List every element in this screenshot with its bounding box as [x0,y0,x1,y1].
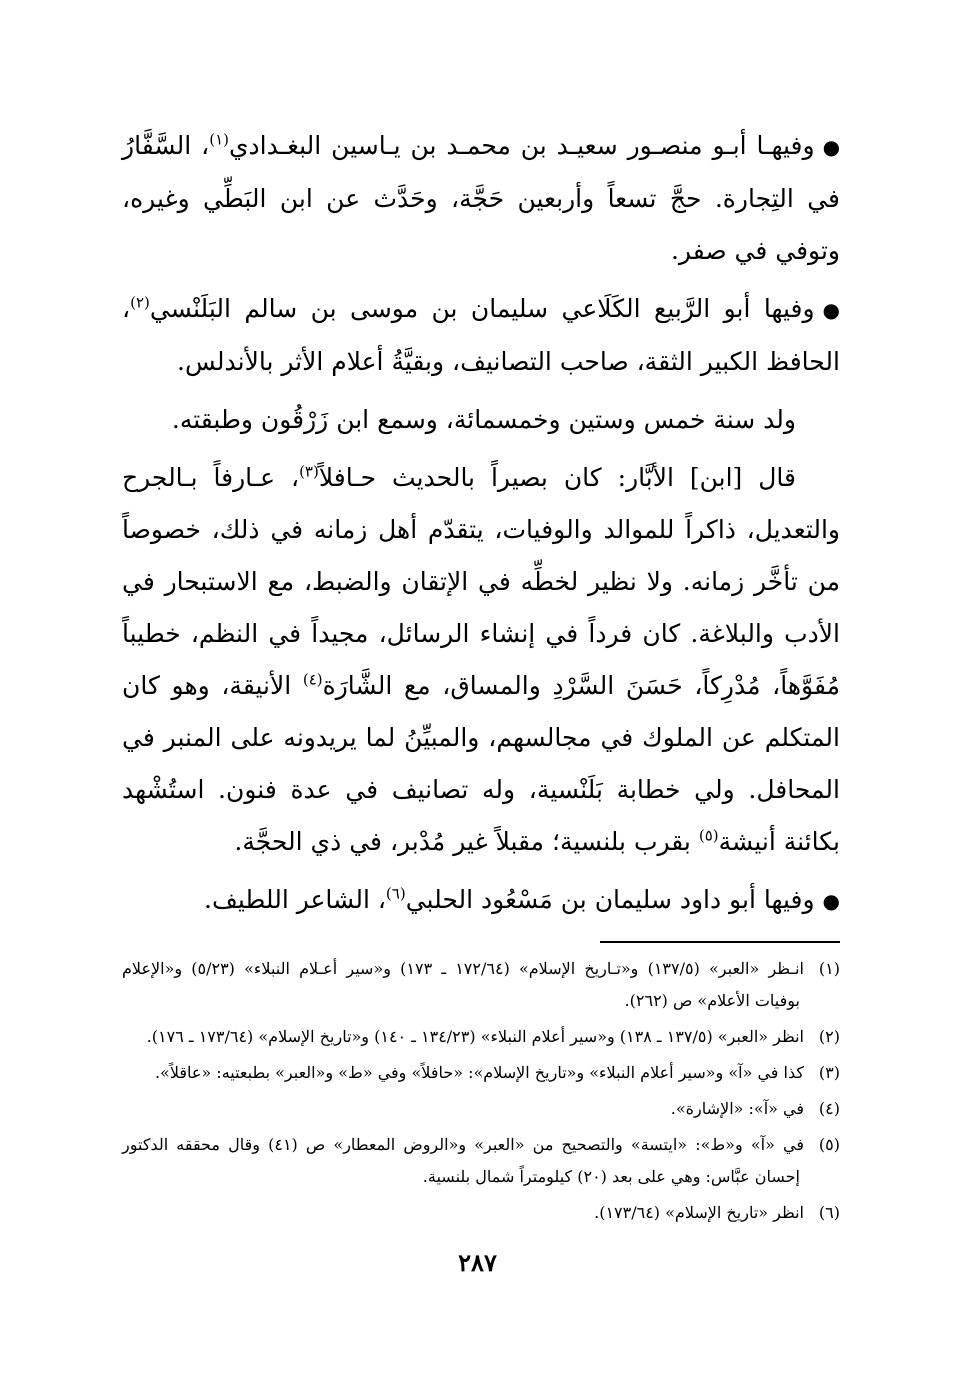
paragraph-birth [122,394,840,446]
page-number: ٢٨٧ [458,1248,497,1277]
paragraph-text-continued-2: الأنيقة، وهو كان المتكلم عن الملوك في مجالسهم، والمبيِّنُ لما يريدونه على المنبر في المحافل. ولي خطابة بَلَنْسية، وله تصانيف في عدة فنون. استُشْهد بكائنة أنيشة [122,671,840,856]
footnote-ref-5[interactable]: (٥) [698,826,719,845]
footnote-2 [122,1021,840,1053]
footnote-text: كذا في «آ» و«سير أعلام النبلاء» و«تاريخ الإسلام»: «حافلاً» وفي «ط» و«العبر» بطبعتيه: «عاقلاً». [154,1063,804,1082]
entry-abu-dawud [122,874,840,927]
footnote-1 [122,953,840,1017]
paragraph-text-continued: ، عـارفاً بـالجرح والتعديل، ذاكراً للموالد والوفيات، يتقدّم أهل زمانه في ذلك، خصوصاً من تأخَّر زمانه. ولا نظير لخطِّه في الإتقان والضبط، مع الاستبحار في الأدب والبلاغة. كان فرداً في إنشاء الرسائل، مجيداً في النظم، خطيباً مُفَوَّهاً، مُدْرِكاً، حَسَنَ السَّرْدِ والمساق، مع الشَّارَة [122,463,840,700]
footnote-4 [122,1093,840,1125]
footnote-text: انـظر «العبر» (١٣٧/٥) و«تـاريخ الإسلام» (١٧٢/٦٤ ـ ١٧٣) و«سير أعـلام النبلاء» (٥/٢٣) و«الإعلام بوفيات الأعلام» ص (٢٦٢). [122,959,804,1010]
footnote-ref-6[interactable]: (٦) [385,884,406,903]
paragraph-text: ولد سنة خمس وستين وخمسمائة، وسمع ابن زَرْقُون وطبقته. [171,405,796,434]
document-page [122,120,840,1300]
paragraph-text: قال [ابن] الأبَّار: كان بصيراً بالحديث حـافلاً [318,463,796,492]
paragraph-ibn-al-abbar-quote [122,452,840,868]
entry-abu-rabi [122,283,840,388]
footnote-number: (٢) [818,1027,840,1046]
footnote-text: في «آ» و«ط»: «ايتسة» والتصحيح من «العبر» و«الروض المعطار» ص (٤١) وقال محققه الدكتور إحسان عبَّاس: وهي على بعد (٢٠) كيلومتراً شمال بلنسية. [122,1135,804,1186]
entry-text: وفيها أبو داود سليمان بن مَسْعُود الحلبي [405,885,815,914]
footnote-number: (١) [818,959,840,978]
footnote-text: في «آ»: «الإشارة». [670,1099,804,1118]
footnote-text: انظر «تاريخ الإسلام» (١٧٣/٦٤). [594,1203,804,1222]
footnote-5 [122,1129,840,1193]
footnote-3 [122,1057,840,1089]
bullet-icon: ● [822,889,840,913]
paragraph-text-end: بقرب بلنسية؛ مقبلاً غير مُدْبر، في ذي الحجَّة. [234,827,699,856]
bullet-icon: ● [822,298,840,322]
footnote-divider [600,941,840,943]
entry-abu-mansur [122,120,840,277]
entry-text: وفيها أبو الرَّبيع الكَلَاعي سليمان بن موسى بن سالم البَلَنْسي [149,294,815,323]
footnote-number: (٦) [818,1203,840,1222]
footnote-ref-4[interactable]: (٤) [302,670,323,689]
footnote-number: (٣) [818,1063,840,1082]
footnote-ref-1[interactable]: (١) [209,130,229,149]
entry-text-continued: ، السَّفَّارُ في التِجارة. حجَّ تسعاً وأربعين حَجَّة، وحَدَّث عن ابن البَطِّي وغيره، وتوفي في صفر. [122,131,840,265]
footnote-text: انظر «العبر» (١٣٧/٥ ـ ١٣٨) و«سير أعلام النبلاء» (١٣٤/٢٣ ـ ١٤٠) و«تاريخ الإسلام» (١٧٣/٦٤ ـ ١٧٦). [146,1027,804,1046]
footnotes [122,953,840,1229]
footnote-number: (٤) [818,1099,840,1118]
footnote-ref-2[interactable]: (٢) [130,293,150,312]
footnote-ref-3[interactable]: (٣) [299,462,319,481]
entry-text: وفيهـا أبـو منصـور سعيـد بن محمـد بن يـاسين البغـدادي [228,131,815,160]
entry-text-continued: ، الحافظ الكبير الثقة، صاحب التصانيف، وبقيَّةُ أعلام الأثر بالأندلس. [122,294,840,376]
bullet-icon: ● [822,135,841,159]
footnote-number: (٥) [818,1135,840,1154]
entry-text-continued: ، الشاعر اللطيف. [204,885,386,914]
footnote-6 [122,1197,840,1229]
